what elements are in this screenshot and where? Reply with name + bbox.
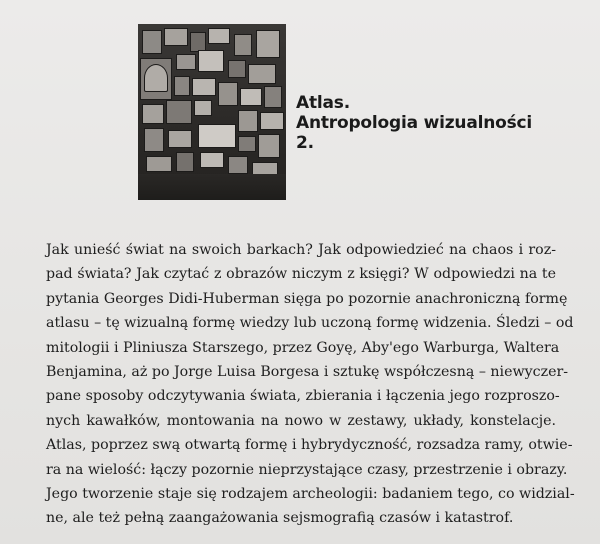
photo-floor [138, 174, 286, 200]
photo-tile [142, 104, 164, 124]
photo-tile [192, 78, 216, 96]
photo-tile [194, 100, 212, 116]
description-line: ne, ale też pełną zaangażowania sejsmografią czasów i katastrof. [46, 510, 514, 527]
photo-tile [174, 76, 190, 96]
photo-tile [176, 152, 194, 172]
photo-tile [142, 30, 162, 54]
photo-tile [234, 34, 252, 56]
photo-tile [256, 30, 280, 58]
description-line: pad świata? Jak czytać z obrazów niczym z księgi? W odpowiedzi na te [46, 266, 556, 283]
photo-tile [228, 60, 246, 78]
photo-tile [258, 134, 280, 158]
description-line: nych kawałków, montowania na nowo w zestawy, układy, konstelacje. [46, 412, 556, 429]
photo-tile [200, 152, 224, 168]
photo-tile [144, 64, 168, 92]
photo-tile [166, 100, 192, 124]
photo-tile [260, 112, 284, 130]
book-title [296, 93, 586, 153]
photo-tile [144, 128, 164, 152]
photo-tile [238, 110, 258, 132]
photo-tile [176, 54, 196, 70]
photo-tile [208, 28, 230, 44]
cover-photo-atlas-wall [138, 24, 286, 200]
photo-tile [146, 156, 172, 172]
photo-tile [240, 88, 262, 106]
photo-tile [190, 32, 206, 52]
description-line: Atlas, poprzez swą otwartą formę i hybrydyczność, rozsadza ramy, otwie- [46, 437, 573, 454]
description-line: mitologii i Pliniusza Starszego, przez Goyę, Aby'ego Warburga, Waltera [46, 339, 560, 356]
photo-tile [198, 50, 224, 72]
photo-tile [168, 130, 192, 148]
photo-tile [198, 124, 236, 148]
description-line: ra na wielość: łączy pozornie nieprzystające czasy, przestrzenie i obrazy. [46, 461, 568, 478]
photo-tile [218, 82, 238, 106]
description-line: atlasu – tę wizualną formę wiedzy lub uczoną formę widzenia. Śledzi – od [46, 315, 574, 332]
description-line: Benjamina, aż po Jorge Luisa Borgesa i sztukę współczesną – niewyczer- [46, 363, 569, 380]
book-title-line: Atlas. [296, 93, 350, 113]
book-title-line: Antropologia wizualności [296, 113, 533, 133]
photo-tile [228, 156, 248, 174]
photo-tile [264, 86, 282, 108]
description-line: pane sposoby odczytywania świata, zbierania i łączenia jego rozproszo- [46, 388, 560, 405]
description-line: Jego tworzenie staje się rodzajem archeologii: badaniem tego, co widzial- [46, 485, 575, 502]
description-line: pytania Georges Didi-Huberman sięga po pozornie anachroniczną formę [46, 290, 568, 307]
photo-tile [238, 136, 256, 152]
photo-tile [164, 28, 188, 46]
photo-tile [248, 64, 276, 84]
book-title-line: 2. [296, 133, 314, 153]
description-line: Jak unieść świat na swoich barkach? Jak odpowiedzieć na chaos i roz- [46, 242, 556, 258]
book-description [46, 238, 575, 531]
